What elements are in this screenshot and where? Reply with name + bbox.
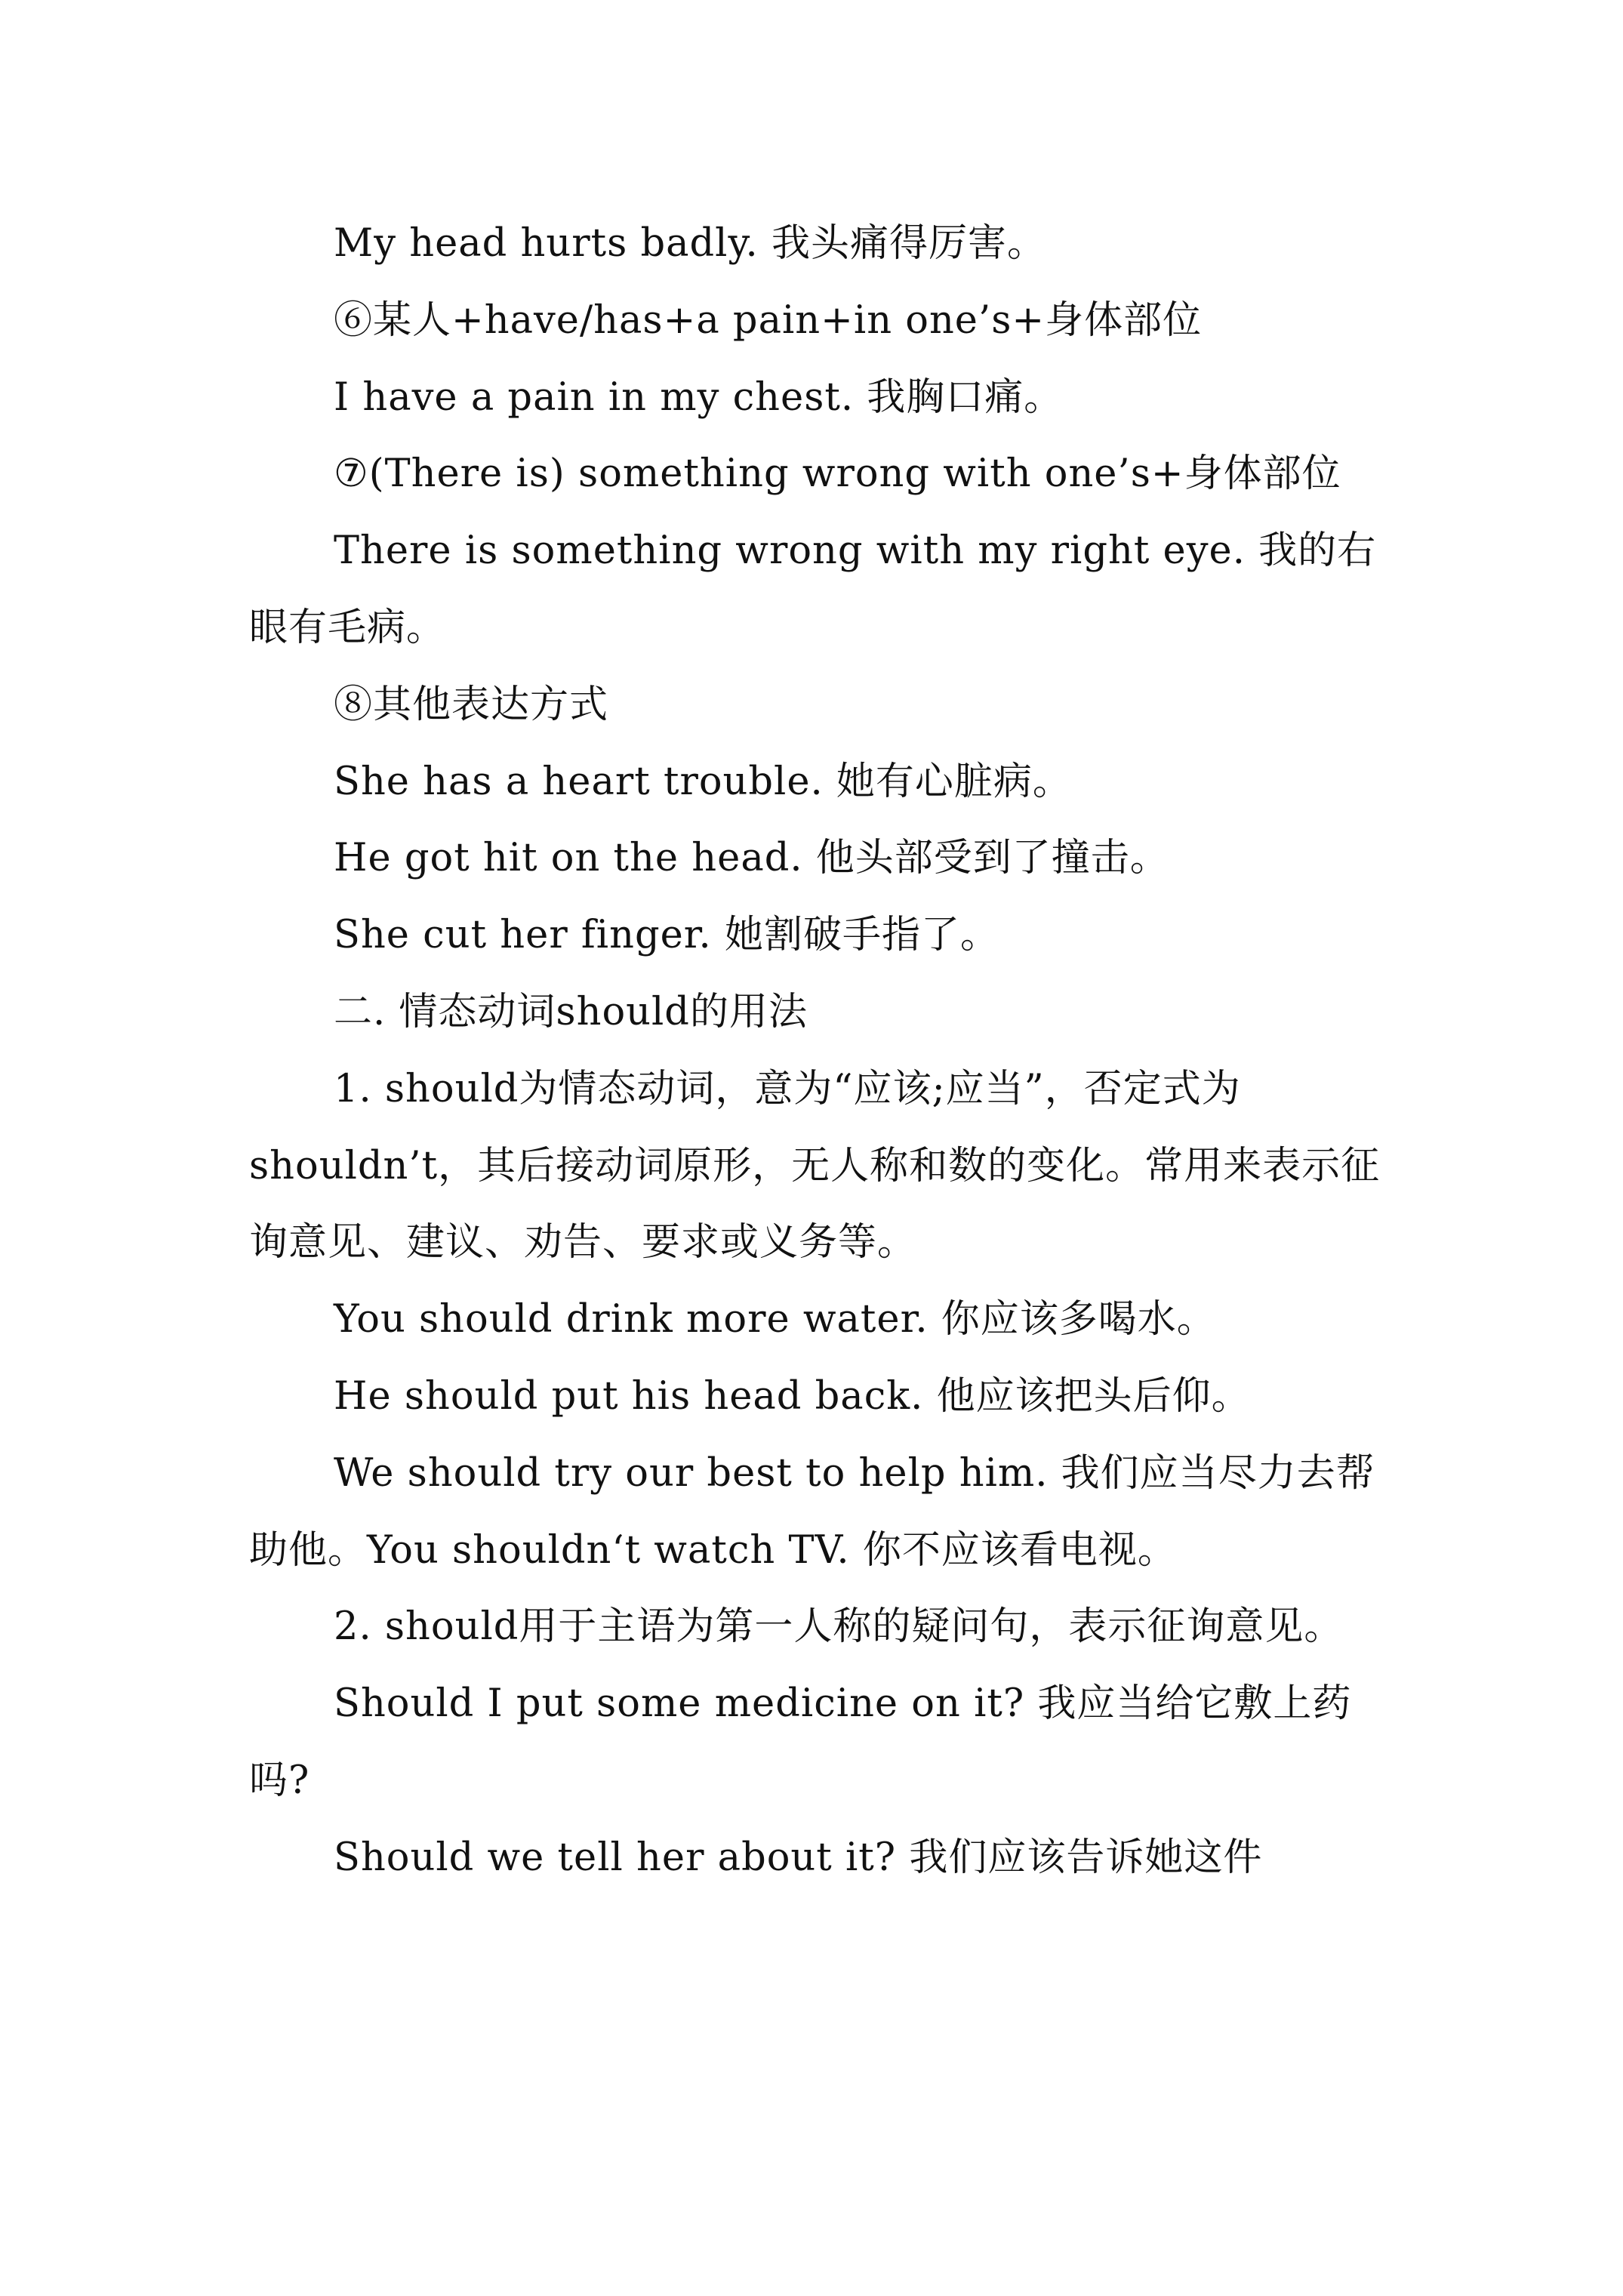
paragraph-finger-example: She cut her finger. 她割破手指了。 [334, 913, 999, 958]
paragraph-should-rule-2: 2. should用于主语为第一人称的疑问句，表示征询意见。 [334, 1604, 1344, 1650]
paragraph-head-hit-example: He got hit on the head. 他头部受到了撞击。 [334, 836, 1169, 881]
paragraph-pattern-8: ⑧其他表达方式 [334, 682, 609, 727]
paragraph-should-rule-1: 1. should为情态动词，意为“应该;应当”，否定式为shouldn’t，其后接动词原形，无人称和数的变化。常用来表示征询意见、建议、劝告、要求或义务等。 [249, 1066, 1381, 1265]
paragraph-headache-example: My head hurts badly. 我头痛得厉害。 [334, 221, 1046, 266]
section-heading-should: 二. 情态动词should的用法 [334, 989, 808, 1034]
paragraph-help-and-tv-examples: We should try our best to help him. 我们应当尽力去帮助他。You shouldn‘t watch TV. 你不应该看电视。 [249, 1450, 1375, 1573]
paragraph-eye-example: There is something wrong with my right eye. 我的右眼有毛病。 [249, 529, 1377, 650]
paragraph-heart-example: She has a heart trouble. 她有心脏病。 [334, 759, 1072, 804]
paragraph-pattern-6: ⑥某人+have/has+a pain+in one’s+身体部位 [334, 297, 1203, 343]
paragraph-medicine-example: Should I put some medicine on it? 我应当给它敷上药吗? [249, 1681, 1352, 1803]
paragraph-head-back-example: He should put his head back. 他应该把头后仰。 [334, 1373, 1251, 1419]
document-body [249, 205, 1389, 1897]
paragraph-water-example: You should drink more water. 你应该多喝水。 [334, 1297, 1216, 1342]
paragraph-chest-example: I have a pain in my chest. 我胸口痛。 [334, 374, 1064, 420]
paragraph-pattern-7: ⑦(There is) something wrong with one’s+身体部位 [334, 451, 1341, 497]
paragraph-tell-her-example: Should we tell her about it? 我们应该告诉她这件 [334, 1835, 1263, 1880]
